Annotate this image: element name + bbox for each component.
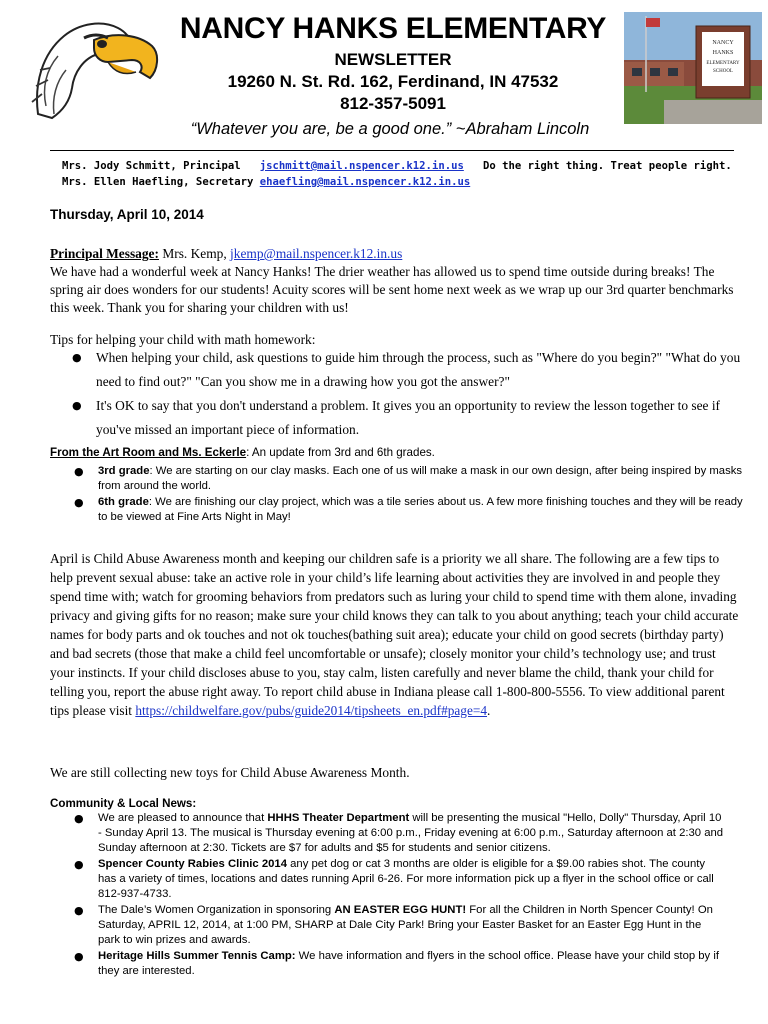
bullet-icon: ● (72, 399, 82, 412)
bullet-icon: ● (74, 904, 84, 917)
bullet-icon: ● (72, 351, 82, 364)
lincoln-quote: “Whatever you are, be a good one.” ~Abraham Lincoln (190, 120, 590, 138)
newsletter-title: NEWSLETTER (334, 50, 452, 69)
childwelfare-tips-link[interactable]: https://childwelfare.gov/pubs/guide2014/tipsheets_en.pdf#page=4 (135, 703, 488, 718)
list-item: ● 6th grade: We are finishing our clay project, which was a tile series about us. A few more finishing touches and they will be ready to be viewed at Fine Arts Night in May! (74, 496, 743, 523)
bullet-icon: ● (74, 812, 84, 825)
principal-message-heading (50, 245, 750, 263)
list-item: ● It's OK to say that you don't understand a problem. It gives you an opportunity to review the lesson together to see if you've missed an important piece of information. (72, 394, 758, 442)
svg-text:SCHOOL: SCHOOL (712, 69, 734, 74)
school-building-photo (624, 12, 762, 124)
math-tips-list (72, 346, 758, 442)
school-address: 19260 N. St. Rd. 162, Ferdinand, IN 47532 (227, 72, 559, 91)
principal-message-email-link[interactable]: jkemp@mail.nspencer.k12.in.us (230, 246, 403, 261)
art-room-heading: From the Art Room and Ms. Eckerle: An update from 3rd and 6th grades. (50, 446, 435, 459)
bullet-icon: ● (74, 496, 84, 509)
school-name: NANCY HANKS ELEMENTARY (179, 12, 607, 45)
list-item: ● Heritage Hills Summer Tennis Camp: We have information and flyers in the school office. Please have your child stop by if they are interested. (74, 950, 719, 977)
staff-line-secretary (62, 176, 470, 188)
newsletter-date: Thursday, April 10, 2014 (50, 207, 204, 222)
list-item: ● The Dale’s Women Organization in sponsoring AN EASTER EGG HUNT! For all the Children in North Spencer County! On Saturday, APRIL 12, 2014, at 1:00 PM, SHARP at Dale City Park! Bring your Easter Basket for an Easter Egg Hunt in the park to win prizes and awards. (74, 904, 713, 946)
bullet-icon: ● (74, 465, 84, 478)
principal-message-body: We have had a wonderful week at Nancy Hanks! The drier weather has allowed us to spend time outside during breaks! The spring air does wonders for our students! Acuity scores will be sent home next week as we wrap up our 3rd quarter benchmarks this week. Thank you for sharing your children with us! (50, 264, 734, 315)
art-room-list (74, 464, 744, 526)
principal-message-label: Principal Message: (50, 246, 159, 261)
community-news-list (74, 811, 724, 980)
bullet-icon: ● (74, 950, 84, 963)
principal-message-name: Mrs. Kemp, (162, 246, 227, 261)
school-phone: 812-357-5091 (340, 94, 446, 113)
secretary-email-link[interactable]: ehaefling@mail.nspencer.k12.in.us (259, 176, 471, 188)
principal-email-link[interactable]: jschmitt@mail.nspencer.k12.in.us (259, 160, 464, 172)
secretary-name: Mrs. Ellen Haefling, Secretary (62, 176, 254, 188)
list-item: ● We are pleased to announce that HHHS Theater Department will be presenting the musical "Hello, Dolly" Thursday, April 10 - Sunday April 13. The musical is Thursday evening at 6:00 p.m., Friday evening at 6:00 p.m., Saturday afternoon at 2:30 and Sunday afternoon at 2:30. Tickets are $7 for adults and $5 for students and senior citizens. (74, 812, 724, 854)
art-room-label: From the Art Room and Ms. Eckerle (50, 446, 247, 459)
svg-text:ELEMENTARY: ELEMENTARY (706, 61, 740, 66)
child-abuse-awareness-paragraph: April is Child Abuse Awareness month and keeping our children safe is a priority we all share. The following are a few tips to help prevent sexual abuse: take an active role in your child’s life learning about activities they are involved in and people they spend time with; watch for grooming behaviors from predators such as luring your child to spend time with them alone, invading privacy and giving gifts for no reason; make sure your child knows they can talk to you about anything; teach your child accurate names for body parts and ok touches and not ok touches(bathing suit area); educate your child on good secrets (birthday party) and bad secrets (those that make a child feel uncomfortable or unsafe); closely monitor your child’s technology use; and trust your instincts. If your child discloses abuse to you, stay calm, listen carefully and never blame the child, thank your child for telling you, report the abuse right away. To report child abuse in Indiana please call 1-800-800-5556. To view additional parent tips please visit https://childwelfare.gov/pubs/guide2014/tipsheets_en.pdf#page=4. (50, 551, 739, 718)
bullet-icon: ● (74, 858, 84, 871)
svg-text:HANKS: HANKS (712, 50, 734, 56)
photo-sign-text: NANCY (712, 40, 734, 46)
toy-drive-note: We are still collecting new toys for Child Abuse Awareness Month. (50, 765, 410, 780)
eagle-mascot-icon (28, 14, 162, 130)
principal-name: Mrs. Jody Schmitt, Principal (62, 160, 241, 172)
list-item: ● When helping your child, ask questions to guide him through the process, such as "Where do you begin?" "What do you need to find out?" "Can you show me in a drawing how you got the answer?" (72, 346, 758, 394)
community-news-heading: Community & Local News: (50, 797, 197, 810)
staff-line-principal (62, 160, 732, 172)
list-item: ● Spencer County Rabies Clinic 2014 any pet dog or cat 3 months are older is eligible for a $9.00 rabies shot. The county has a variety of times, locations and dates running April 6-26. For more information pick up a flyer in the school office or call 812-937-4733. (74, 858, 714, 900)
list-item: ● 3rd grade: We are starting on our clay masks. Each one of us will make a mask in our own design, after being inspired by masks from around the world. (74, 465, 743, 492)
math-tips-heading: Tips for helping your child with math homework: (50, 332, 316, 347)
school-motto: Do the right thing. Treat people right. (482, 160, 732, 172)
header-divider (50, 150, 734, 151)
